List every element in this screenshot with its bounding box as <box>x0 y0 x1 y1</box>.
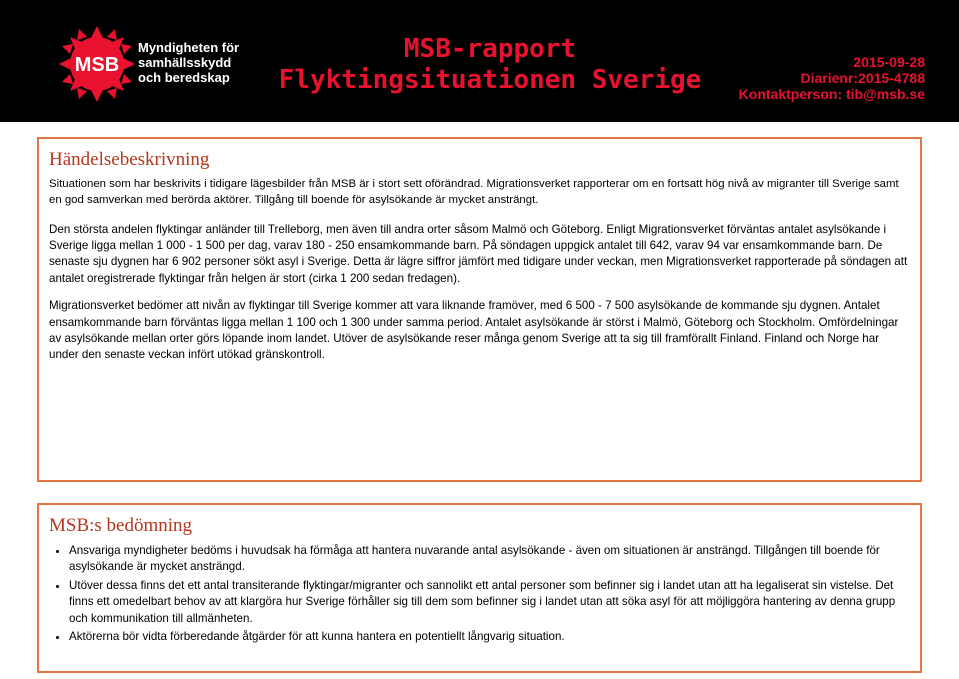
list-item: • Ansvariga myndigheter bedöms i huvudsak ha förmåga att hantera nuvarande antal asylsökande - även om situationen är ansträngd. Tillgången till boende för asylsökande är mycket ansträngd. <box>69 543 910 576</box>
section-heading: MSB:s bedömning <box>49 515 193 536</box>
title-line-2: Flyktingsituationen Sverige <box>278 65 702 95</box>
section-heading: Händelsebeskrivning <box>49 149 210 170</box>
agency-line: samhällsskydd <box>138 55 232 70</box>
logo-text: MSB <box>74 54 120 76</box>
report-diarienr: Diarienr:2015-4788 <box>800 70 925 86</box>
assessment-section <box>37 503 922 673</box>
report-date: 2015-09-28 <box>853 54 925 70</box>
paragraph: Situationen som har beskrivits i tidigare lägesbilder från MSB är i stort sett oförändrad. Migrationsverket rapporterar om en fortsatt hög nivå av migranter till Sverige samt en god samverkan med berörda aktörer. Tillgång till boende för asylsökande är mycket ansträngt. <box>49 178 899 206</box>
paragraph: Migrationsverket bedömer att nivån av flyktingar till Sverige kommer att vara liknande framöver, med 6 500 - 7 500 asylsökande de kommande sju dygnen. Antalet ensamkommande barn förväntas ligga mellan 1 100 och 1 300 under samma period. Antalet asylsökande är störst i Malmö, Göteborg och Stockholm. Omfördelningar av asylsökande mellan orter görs löpande inom landet. Utöver de asylsökande reser många genom Sverige att ta sig till framförallt Finland. Finland och Norge har under den senaste veckan infört utökad gränskontroll. <box>49 299 899 362</box>
list-item: • Utöver dessa finns det ett antal transiterande flyktingar/migranter och sannolikt ett antal personer som befinner sig i landet utan att ha legaliserat sin vistelse. Det finns ett omedelbart behov av att klargöra hur Sverige förhåller sig till dem som befinner sig i landet utan att söka asyl för att möjliggöra hantering av denna grupp och kommunikation till allmänheten. <box>69 578 910 627</box>
paragraph: Den största andelen flyktingar anländer till Trelleborg, men även till andra orter såsom Malmö och Göteborg. Enligt Migrationsverket förväntas antalet asylsökande i Sverige ligga mellan 1 000 - 1 500 per dag, varav 180 - 250 ensamkommande barn. På söndagen uppgick antalet till 642, varav 94 var ensamkommande barn. De senaste sju dygnen har 6 902 personer sökt asyl i Sverige. Detta är lägre siffror jämfört med tidigare under veckan, men Migrationsverket rapporterade på söndagen att antalet oregistrerade flyktingar från helgen är stort (cirka 1 200 sedan fredagen). <box>49 222 908 285</box>
msb-logo <box>57 24 137 104</box>
assessment-list <box>49 543 910 645</box>
agency-name <box>138 40 239 85</box>
agency-line: Myndigheten för <box>138 40 240 55</box>
list-item: • Aktörerna bör vidta förberedande åtgärder för att kunna hantera en potentiellt långvarig situation. <box>69 629 910 645</box>
report-header <box>0 0 959 122</box>
report-title <box>240 34 740 96</box>
report-contact: Kontaktperson: tib@msb.se <box>738 86 925 102</box>
agency-line: och beredskap <box>138 70 230 85</box>
event-description-section <box>37 137 922 482</box>
title-line-1: MSB-rapport <box>403 34 577 64</box>
report-meta <box>739 54 925 102</box>
